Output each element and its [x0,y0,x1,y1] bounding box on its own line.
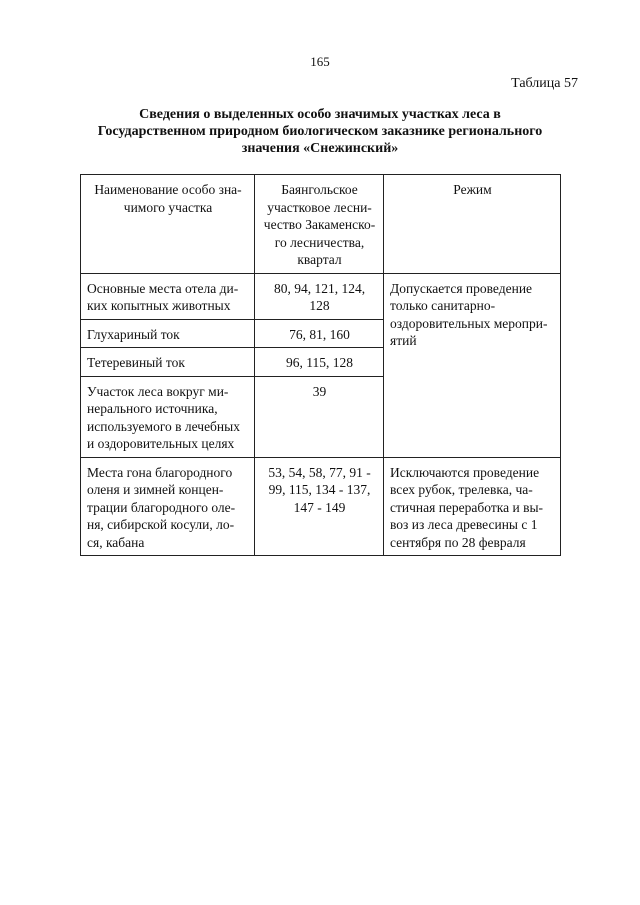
cell-text: ятий [390,333,417,348]
table-row [81,457,561,556]
cell-text: стичная переработка и вы- [390,499,544,515]
cell-text: Исключаются проведение [390,464,540,480]
cell-text: Допускается проведение [390,280,533,296]
quarter-cell [255,376,384,457]
cell-text: всех рубок, трелевка, ча- [390,482,533,497]
cell-text: ких копытных животных [87,298,231,313]
cell-text: 76, 81, 160 [289,326,350,342]
cell-text: 128 [309,298,330,313]
header-row [81,175,561,274]
cell-text: сентября по 28 февраля [390,534,526,550]
page-number: 165 [310,54,330,69]
cell-text: Тетеревиный ток [87,355,185,370]
cell-text: и оздоровительных целях [87,436,235,451]
cell-text: оздоровительных меропри- [390,315,548,331]
cell-text: 147 - 149 [293,499,346,515]
table-title [70,106,570,157]
header-text: Баянгольское [281,182,358,197]
header-text: квартал [297,252,342,267]
forest-areas-table [80,174,561,556]
title-line: Сведения о выделенных особо значимых участках леса в [139,107,501,122]
area-name-cell [81,319,255,348]
cell-text: 39 [312,383,327,399]
quarter-cell [255,457,384,556]
cell-text: Участок леса вокруг ми- [87,383,229,399]
header-text: участковое лесни- [267,199,372,215]
header-text: Режим [453,182,492,197]
cell-text: Глухариный ток [87,326,180,342]
cell-text: трации благородного оле- [87,499,236,515]
cell-text: Основные места отела ди- [87,280,239,296]
quarter-cell [255,319,384,348]
cell-text: воз из леса древесины с 1 [390,517,538,532]
area-name-cell [81,376,255,457]
quarter-cell [255,273,384,319]
cell-text: 96, 115, 128 [286,355,353,370]
area-name-cell [81,457,255,556]
table-label: Таблица 57 [511,76,578,91]
header-regime [384,175,561,274]
cell-text: 53, 54, 58, 77, 91 - [268,464,371,480]
regime-cell [384,457,561,556]
quarter-cell [255,348,384,377]
header-area-name [81,175,255,274]
header-text: Наименование особо зна- [94,182,242,197]
cell-text: только санитарно- [390,298,496,313]
header-text: го лесничества, [274,234,365,250]
regime-cell [384,273,561,457]
header-text: чество Закаменско- [263,217,376,232]
cell-text: 80, 94, 121, 124, [273,280,366,296]
cell-text: Места гона благородного [87,464,233,480]
header-quarter [255,175,384,274]
header-text: чимого участка [123,199,213,215]
cell-text: ня, сибирской косули, ло- [87,517,235,532]
cell-text: оленя и зимней концен- [87,482,224,497]
table-row [81,273,561,319]
area-name-cell [81,273,255,319]
title-line: значения «Снежинский» [241,141,399,156]
cell-text: используемого в лечебных [87,418,240,434]
cell-text: 99, 115, 134 - 137, [268,482,371,497]
area-name-cell [81,348,255,377]
cell-text: нерального источника, [87,401,218,416]
cell-text: ся, кабана [87,534,145,550]
title-line: Государственном природном биологическом заказнике регионального [97,124,543,139]
